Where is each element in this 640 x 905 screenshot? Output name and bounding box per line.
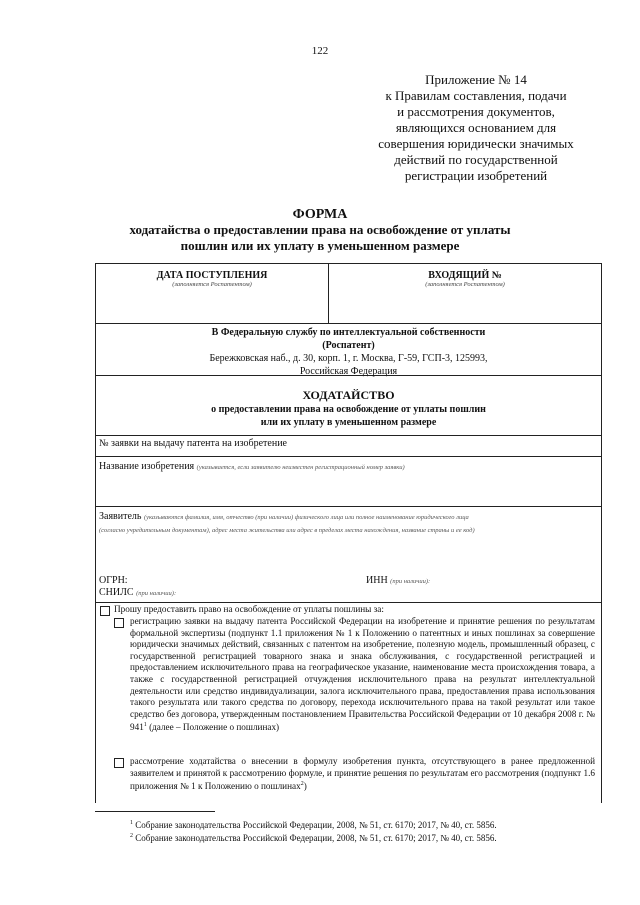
form-header-row: [96, 264, 601, 324]
footnote-2: $^2$ Собрание законодательства Российской Федерации, 2008, № 51, ст. 6170; 2017, № 40, ст. 5856.: [130, 833, 497, 843]
application-number-label: № заявки на выдачу патента на изобретение: [99, 438, 287, 449]
document-title: ФОРМА: [292, 207, 348, 222]
ogrn-label: ОГРН:: [99, 575, 128, 586]
applicant-field[interactable]: [96, 507, 601, 603]
appendix-line: действий по государственной: [394, 152, 558, 167]
option-registration-checkbox[interactable]: [114, 618, 124, 628]
appendix-line: и рассмотрения документов,: [397, 104, 555, 119]
appendix-line: к Правилам составления, подачи: [385, 88, 567, 103]
invention-name-label: Название изобретения: [99, 461, 195, 472]
invention-name-field[interactable]: [96, 457, 601, 507]
inn-note: (при наличии):: [390, 578, 431, 585]
invention-name-note: (указывается, если заявителю неизвестен регистрационный номер заявки): [196, 464, 405, 471]
incoming-number-cell[interactable]: [329, 264, 601, 323]
request-line[interactable]: [100, 604, 595, 616]
inn-field[interactable]: [366, 574, 430, 588]
appendix-line: совершения юридически значимых: [378, 136, 574, 151]
addressee-address: Бережковская наб., д. 30, корп. 1, г. Москва, Г-59, ГСП-3, 125993,: [209, 353, 488, 364]
snils-field[interactable]: [99, 586, 176, 600]
petition-subtitle: или их уплату в уменьшенном размере: [260, 417, 437, 428]
snils-label: СНИЛС: [99, 587, 134, 598]
appendix-line: являющихся основанием для: [395, 120, 557, 135]
footnote-1: $^1$ Собрание законодательства Российской Федерации, 2008, № 51, ст. 6170; 2017, № 40, ст. 5856.: [130, 820, 497, 830]
document-subtitle: [60, 222, 580, 254]
applicant-label: Заявитель: [99, 511, 142, 522]
addressee-block: [96, 324, 601, 376]
addressee-country: Российская Федерация: [299, 366, 398, 377]
petition-subtitle: о предоставлении права на освобождение от уплаты пошлин: [211, 404, 486, 415]
petition-title-block: [96, 376, 601, 436]
option-claim-amendment-text: рассмотрение ходатайства о внесении в формулу изобретения пункта, отсутствующего в ранее предложенной заявителем и принятой к рассмотрению формуле, и принятие решения по результатам его рассмотрения (подпункт 1.6 приложения № 1 к Положению о пошлинах$^2$): [130, 756, 595, 792]
option-registration[interactable]: [100, 616, 595, 734]
footnote-mark: 1: [143, 722, 147, 729]
option-claim-amendment[interactable]: [100, 756, 595, 793]
request-text: Прошу предоставить право на освобождение от уплаты пошлины за:: [114, 604, 384, 614]
receipt-date-label: ДАТА ПОСТУПЛЕНИЯ: [156, 270, 268, 281]
subtitle-line: ходатайства о предоставлении права на освобождение от уплаты: [129, 222, 511, 237]
option-registration-text: регистрацию заявки на выдачу патента Российской Федерации на изобретение и принятие решения по результатам формальной экспертизы (подпункт 1.1 приложения № 1 к Положению о патентных и иных пошлинах за совершение юридически значимых действий, связанных с патентом на изобретение, полезную модель, промышленный образец, с государственной регистрацией товарного знака и знака обслуживания, с государственной регистрацией и предоставлением исключительного права на географическое указание, наименование места происхождения товара, а также с государственной регистрацией отчуждения исключительного права на результат интеллектуальной деятельности или средство индивидуализации, залога исключительного права, предоставления права использования такого результата или такого средства по договору, перехода исключительного права на такой результат или такое средство без договора, утвержденным постановлением Правительства Российской Федерации от 10 декабря 2008 г. № $941^1$ (далее – Положение о пошлинах): [130, 616, 595, 733]
receipt-date-cell[interactable]: [96, 264, 329, 323]
request-checkbox[interactable]: [100, 606, 110, 616]
petition-title: ХОДАТАЙСТВО: [302, 388, 395, 402]
footnote-mark: 2: [300, 781, 304, 788]
application-number-field[interactable]: [96, 436, 601, 457]
applicant-note: (согласно учредительным документам), адрес места жительства или адрес в пределах места нахождения, название страны и ее код): [99, 527, 475, 534]
addressee-line: (Роспатент): [322, 340, 375, 351]
subtitle-line: пошлин или их уплату в уменьшенном размере: [180, 238, 460, 253]
applicant-note: (указываются фамилия, имя, отчество (при наличии) физического лица или полное наименование юридического лица: [143, 514, 469, 521]
request-block: [96, 603, 601, 804]
receipt-date-note: (заполняется Роспатентом): [172, 281, 252, 288]
appendix-header: [360, 72, 592, 184]
appendix-line: Приложение № 14: [425, 72, 527, 87]
addressee-line: В Федеральную службу по интеллектуальной собственности: [211, 327, 486, 338]
incoming-number-note: (заполняется Роспатентом): [425, 281, 505, 288]
page-number: 122: [311, 45, 329, 57]
inn-label: ИНН: [366, 575, 388, 586]
footnote-separator: [95, 811, 215, 812]
appendix-line: регистрации изобретений: [404, 168, 548, 183]
snils-note: (при наличии):: [136, 590, 177, 597]
petition-form: [95, 263, 602, 803]
option-claim-amendment-checkbox[interactable]: [114, 758, 124, 768]
incoming-number-label: ВХОДЯЩИЙ №: [428, 270, 502, 281]
